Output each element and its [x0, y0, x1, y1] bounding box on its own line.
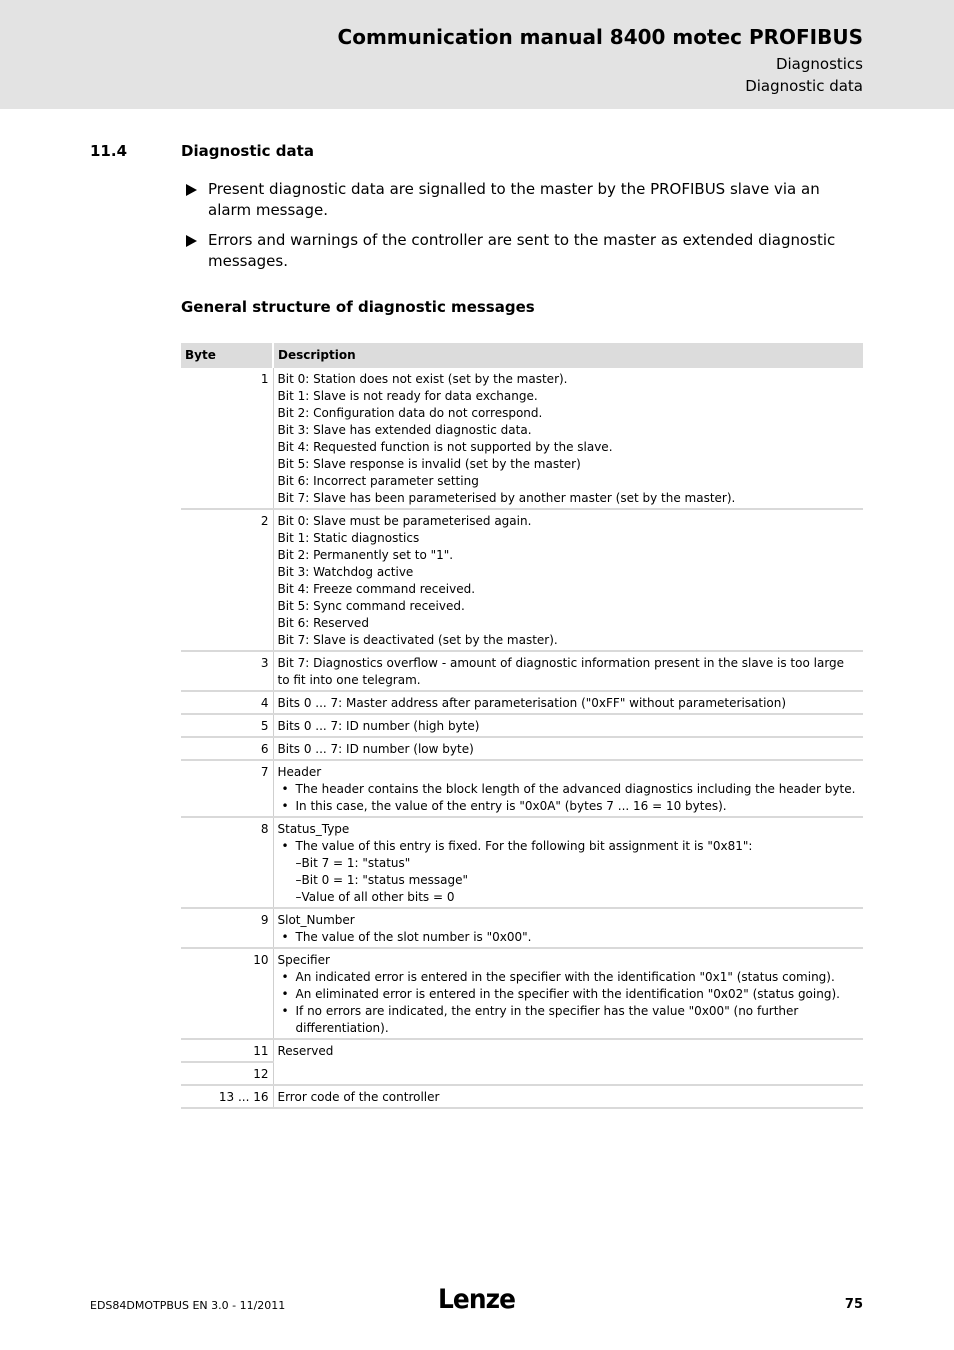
section-number: 11.4 — [90, 142, 128, 160]
description-cell — [273, 691, 863, 714]
subheading: General structure of diagnostic messages — [181, 298, 535, 316]
table-row — [181, 1085, 863, 1108]
byte-cell: 8 — [181, 817, 273, 908]
byte-cell: 13 ... 16 — [181, 1085, 273, 1108]
manual-title: Communication manual 8400 motec PROFIBUS — [337, 25, 863, 49]
sub-list-item: –Value of all other bits = 0 — [295, 890, 455, 904]
table-row — [181, 368, 863, 509]
description-cell — [273, 368, 863, 509]
table-row — [181, 760, 863, 817]
description-cell — [273, 651, 863, 691]
description-line: Reserved — [277, 1044, 334, 1058]
table-row — [181, 908, 863, 948]
bullet-list — [278, 838, 860, 906]
list-item-text: The value of the slot number is "0x00". — [295, 930, 532, 944]
list-item-text: The value of this entry is fixed. For the following bit assignment it is "0x81": — [295, 839, 753, 853]
description-line: Bit 4: Freeze command received. — [277, 582, 476, 596]
table-header-row — [181, 343, 863, 368]
list-item-text: An eliminated error is entered in the specifier with the identification "0x02" (status going). — [295, 987, 840, 1001]
bullet-text: Present diagnostic data are signalled to the master by the PROFIBUS slave via an alarm message. — [208, 180, 820, 219]
description-line: Bit 0: Station does not exist (set by the master). — [277, 372, 568, 386]
bullet-item — [186, 179, 866, 221]
description-line: Bit 7: Diagnostics overflow - amount of diagnostic information present in the slave is too large to fit into one telegram. — [277, 656, 845, 687]
byte-cell: 11 — [181, 1039, 273, 1062]
description-cell — [273, 737, 863, 760]
list-item — [278, 781, 860, 798]
entry-name: Slot_Number — [277, 913, 355, 927]
description-cell — [273, 1039, 863, 1085]
description-line: Bit 3: Watchdog active — [277, 565, 414, 579]
description-cell — [273, 509, 863, 651]
list-item-text: An indicated error is entered in the specifier with the identification "0x1" (status coming). — [295, 970, 835, 984]
byte-cell: 7 — [181, 760, 273, 817]
byte-cell: 5 — [181, 714, 273, 737]
byte-cell: 6 — [181, 737, 273, 760]
description-line: Bit 1: Slave is not ready for data exchange. — [277, 389, 538, 403]
lenze-logo: Lenze — [438, 1284, 516, 1315]
table-row — [181, 509, 863, 651]
description-cell — [273, 948, 863, 1039]
triangle-bullet-icon — [186, 235, 197, 247]
description-line: Bit 3: Slave has extended diagnostic data. — [277, 423, 532, 437]
table-row — [181, 651, 863, 691]
description-line: Bit 5: Slave response is invalid (set by the master) — [277, 457, 581, 471]
description-line: Bit 6: Incorrect parameter setting — [277, 474, 479, 488]
description-cell — [273, 817, 863, 908]
diagnostic-table — [181, 343, 863, 1109]
description-cell — [273, 760, 863, 817]
bullet-list — [278, 929, 860, 946]
bullet-text: Errors and warnings of the controller are sent to the master as extended diagnostic messages. — [208, 231, 836, 270]
list-item — [278, 969, 860, 986]
section-title: Diagnostic data — [181, 142, 314, 160]
description-line: Bits 0 ... 7: Master address after parameterisation ("0xFF" without parameterisation) — [277, 696, 787, 710]
list-item — [278, 986, 860, 1003]
list-item — [278, 929, 860, 946]
description-cell — [273, 908, 863, 948]
description-line: Bit 7: Slave is deactivated (set by the master). — [277, 633, 558, 647]
triangle-bullet-icon — [186, 184, 197, 196]
page-header — [0, 0, 954, 109]
description-cell — [273, 714, 863, 737]
description-line: Bit 2: Permanently set to "1". — [277, 548, 454, 562]
description-line: Bit 1: Static diagnostics — [277, 531, 420, 545]
byte-cell: 3 — [181, 651, 273, 691]
table-row — [181, 948, 863, 1039]
entry-name: Header — [277, 765, 322, 779]
description-line: Bit 5: Sync command received. — [277, 599, 465, 613]
bullet-list — [278, 969, 860, 1037]
sub-list-item: –Bit 7 = 1: "status" — [295, 856, 411, 870]
list-item — [278, 798, 860, 815]
table-body — [181, 368, 863, 1108]
list-item — [278, 1003, 860, 1037]
byte-cell: 12 — [181, 1062, 273, 1085]
entry-name: Specifier — [277, 953, 330, 967]
column-header-byte: Byte — [181, 343, 273, 368]
description-line: Bit 2: Configuration data do not correspond. — [277, 406, 543, 420]
description-line: Error code of the controller — [277, 1090, 440, 1104]
table-row — [181, 817, 863, 908]
byte-cell: 2 — [181, 509, 273, 651]
chapter-title: Diagnostics — [775, 55, 863, 73]
bullet-item — [186, 230, 866, 272]
description-line: Bits 0 ... 7: ID number (high byte) — [277, 719, 480, 733]
byte-cell: 1 — [181, 368, 273, 509]
entry-name: Status_Type — [277, 822, 350, 836]
byte-cell: 9 — [181, 908, 273, 948]
table-row — [181, 714, 863, 737]
section-breadcrumb: Diagnostic data — [745, 77, 863, 95]
table-row — [181, 737, 863, 760]
byte-cell: 4 — [181, 691, 273, 714]
bullet-list — [278, 781, 860, 815]
description-line: Bit 7: Slave has been parameterised by another master (set by the master). — [277, 491, 736, 505]
list-item-text: If no errors are indicated, the entry in the specifier has the value "0x00" (no further differentiation). — [295, 1004, 799, 1035]
list-item-text: The header contains the block length of the advanced diagnostics including the header byte. — [295, 782, 856, 796]
description-cell — [273, 1085, 863, 1108]
description-line: Bit 4: Requested function is not supported by the slave. — [277, 440, 613, 454]
description-line: Bit 0: Slave must be parameterised again. — [277, 514, 532, 528]
table-row — [181, 1039, 863, 1062]
description-line: Bits 0 ... 7: ID number (low byte) — [277, 742, 474, 756]
description-line: Bit 6: Reserved — [277, 616, 369, 630]
byte-cell: 10 — [181, 948, 273, 1039]
column-header-description: Description — [273, 343, 863, 368]
list-item-text: In this case, the value of the entry is "0x0A" (bytes 7 ... 16 = 10 bytes). — [295, 799, 727, 813]
table-row — [181, 691, 863, 714]
list-item — [278, 838, 860, 906]
document-id: EDS84DMOTPBUS EN 3.0 - 11/2011 — [90, 1299, 286, 1312]
page-number: 75 — [844, 1297, 863, 1312]
sub-list-item: –Bit 0 = 1: "status message" — [295, 873, 469, 887]
